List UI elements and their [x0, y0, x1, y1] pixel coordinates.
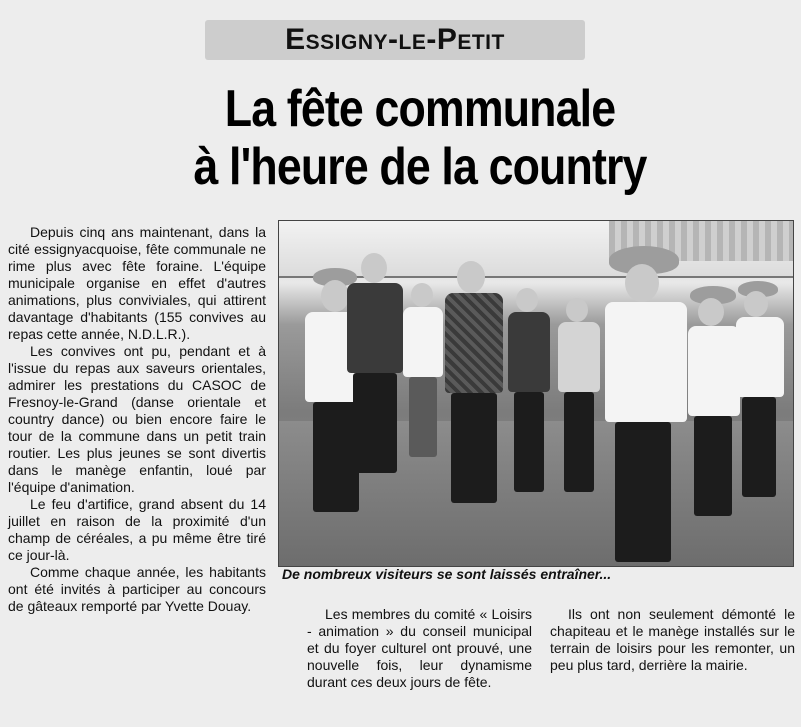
- article-column-left: [8, 224, 266, 615]
- photo-caption: De nombreux visiteurs se sont laissés entraîner...: [282, 566, 612, 582]
- photo-dancer: [554, 296, 604, 516]
- article-headline: [145, 80, 695, 196]
- photo-dancer: [504, 286, 554, 516]
- article-column-right: [550, 606, 795, 674]
- reverse-page-bleed-bottom: [0, 690, 801, 727]
- paragraph: Le feu d'artifice, grand absent du 14 juillet en raison de la proximité d'un champ de céréales, a pu même être tiré ce jour-là.: [8, 496, 266, 563]
- paragraph: Depuis cinq ans maintenant, dans la cité essignyacquoise, fête communale ne rime plus avec fête foraine. L'équipe municipale organise en effet d'autres animations, plus conviviales, qui attirent davantage d'habitants (155 convives au repas cette année, N.D.L.R.).: [8, 224, 266, 342]
- paragraph: Les convives ont pu, pendant et à l'issue du repas aux saveurs orientales, admirer les prestations du CASOC de Fresnoy-le-Grand (danse orientale et country dance) ou bien encore faire le tour de la commune dans un petit train routier. Les plus jeunes se sont divertis dans le manège enfantin, loué par l'équipe d'animation.: [8, 343, 266, 495]
- headline-line-2: à l'heure de la country: [193, 138, 647, 196]
- paragraph: Les membres du comité « Loisirs - animation » du conseil municipal et du foyer culturel ont prouvé, une nouvelle fois, leur dynamisme durant ces deux jours de fête.: [307, 606, 532, 690]
- article-column-middle: [307, 606, 532, 691]
- paragraph: Ils ont non seulement démonté le chapiteau et le manège installés sur le terrain de loisirs pour les remonter, un peu plus tard, derrière la mairie.: [550, 606, 795, 673]
- paragraph: Comme chaque année, les habitants ont été invités à participer au concours de gâteaux remporté par Yvette Douay.: [8, 564, 266, 614]
- article-photo: [278, 220, 794, 567]
- reverse-page-bleed-right: [690, 0, 801, 215]
- headline-line-1: La fête communale: [224, 80, 616, 138]
- photo-dancer: [439, 261, 509, 541]
- kicker-town-name: Essigny-le-Petit: [285, 23, 505, 56]
- photo-dancer: [734, 281, 789, 521]
